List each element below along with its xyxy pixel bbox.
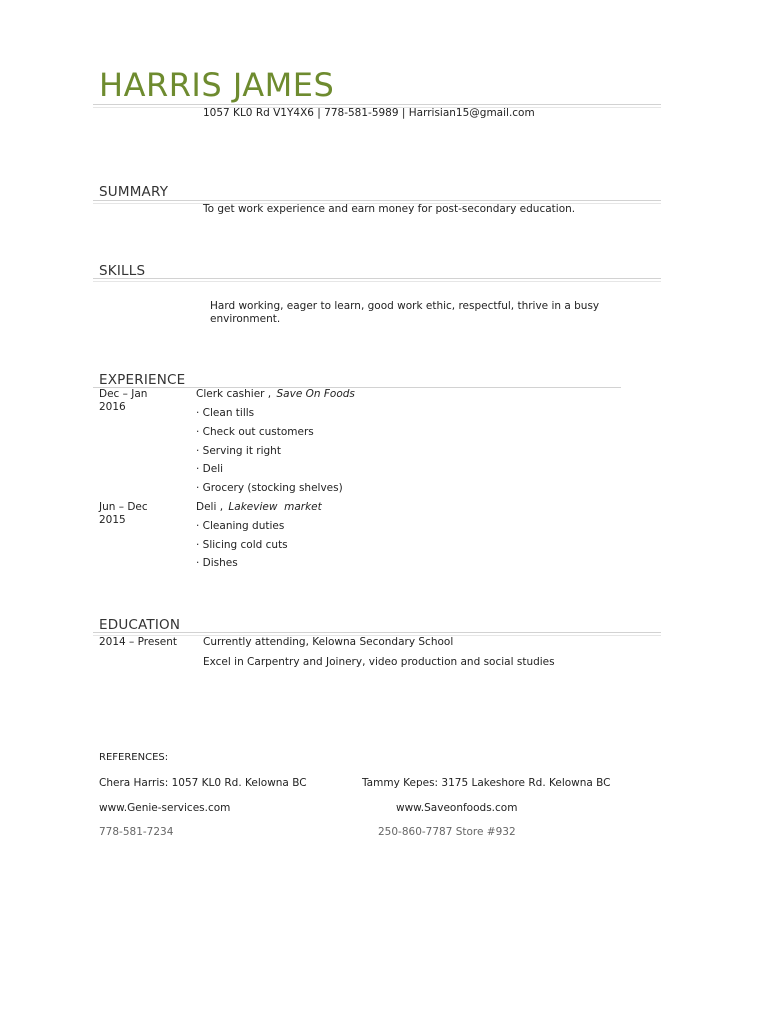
skills-text-line2: environment. — [210, 313, 281, 325]
reference-2-website: www.Saveonfoods.com — [396, 802, 518, 814]
job-date-line2: 2016 — [99, 401, 126, 413]
skills-text-line1: Hard working, eager to learn, good work ethic, respectful, thrive in a busy — [210, 300, 600, 312]
experience-divider — [93, 387, 621, 388]
experience-heading: EXPERIENCE — [99, 372, 186, 388]
summary-text: To get work experience and earn money for post-secondary education. — [203, 203, 576, 215]
job-title — [196, 388, 355, 401]
job-date-line1: Dec – Jan — [99, 388, 148, 400]
job-duty: · Serving it right — [196, 445, 281, 457]
applicant-name: HARRIS JAMES — [99, 66, 335, 104]
header-divider — [93, 104, 661, 105]
job-role: Clerk cashier , — [196, 388, 272, 400]
job-duty: · Clean tills — [196, 407, 255, 419]
job-date-line1: Jun – Dec — [99, 501, 148, 513]
reference-2-name: Tammy Kepes: 3175 Lakeshore Rd. Kelowna BC — [362, 777, 611, 789]
job-duty: · Deli — [196, 463, 224, 475]
skills-divider-light — [93, 281, 661, 282]
job-duty: · Grocery (stocking shelves) — [196, 482, 343, 494]
summary-heading: SUMMARY — [99, 184, 169, 200]
skills-heading: SKILLS — [99, 263, 146, 279]
education-heading: EDUCATION — [99, 617, 181, 633]
job-company: Lakeview market — [228, 501, 322, 513]
education-line2: Excel in Carpentry and Joinery, video production and social studies — [203, 656, 555, 668]
job-duty: · Check out customers — [196, 426, 314, 438]
education-divider — [93, 632, 661, 633]
references-heading: REFERENCES: — [99, 752, 169, 763]
education-date: 2014 – Present — [99, 636, 178, 648]
job-date-line2: 2015 — [99, 514, 126, 526]
summary-divider — [93, 200, 661, 201]
education-line1: Currently attending, Kelowna Secondary School — [203, 636, 454, 648]
skills-divider — [93, 278, 661, 279]
reference-1-phone: 778-581-7234 — [99, 826, 174, 838]
reference-2-phone: 250-860-7787 Store #932 — [378, 826, 516, 838]
job-company: Save On Foods — [276, 388, 355, 400]
job-duty: · Cleaning duties — [196, 520, 285, 532]
reference-1-website: www.Genie-services.com — [99, 802, 231, 814]
contact-line: 1057 KL0 Rd V1Y4X6 | 778-581-5989 | Harrisian15@gmail.com — [203, 107, 535, 119]
job-duty: · Slicing cold cuts — [196, 539, 288, 551]
job-role: Deli , — [196, 501, 224, 513]
job-title — [196, 501, 322, 514]
reference-1-name: Chera Harris: 1057 KL0 Rd. Kelowna BC — [99, 777, 307, 789]
job-duty: · Dishes — [196, 557, 238, 569]
